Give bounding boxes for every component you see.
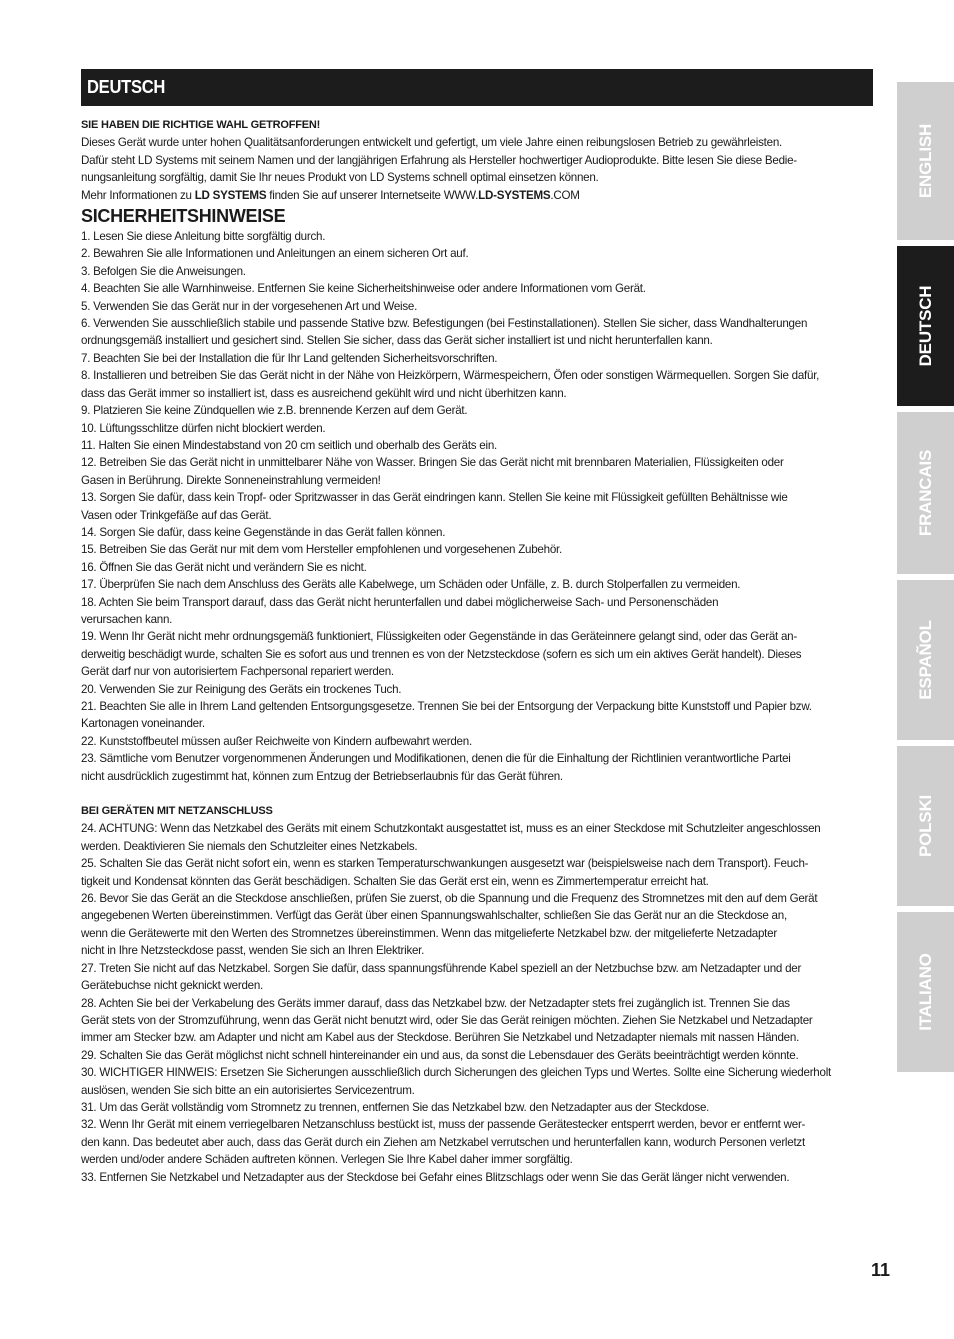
list-line: 33. Entfernen Sie Netzkabel und Netzadapter aus der Steckdose bei Gefahr eines Blitzschlags oder wenn Sie das Gerät länger nicht verwenden. (81, 1170, 790, 1184)
list-line: 2. Bewahren Sie alle Informationen und Anleitungen an einem sicheren Ort auf. (81, 247, 469, 261)
list-line: 13. Sorgen Sie dafür, dass kein Tropf- oder Spritzwasser in das Gerät eindringen kann. Stellen Sie keine mit Flüssigkeit gefüllten Behältnisse wie (81, 491, 788, 505)
website-brand: LD-SYSTEMS (478, 188, 551, 202)
intro-line: Dafür steht LD Systems mit seinem Namen und der langjährigen Erfahrung als Hersteller hochwertiger Audioprodukte. Bitte lesen Sie diese Bedie- (81, 153, 797, 167)
list-line: tigkeit und Kondensat könnten das Gerät beschädigen. Schalten Sie das Gerät erst ein, wenn es Zimmertemperatur erreicht hat. (81, 874, 709, 888)
tab-espaol[interactable] (897, 580, 954, 740)
list-line: 8. Installieren und betreiben Sie das Gerät nicht in der Nähe von Heizkörpern, Wärmespeichern, Öfen oder sonstigen Wärmequellen. Sorgen Sie dafür, (81, 369, 820, 383)
mains-heading: BEI GERÄTEN MIT NETZANSCHLUSS (81, 805, 273, 818)
more-info-line (81, 187, 881, 204)
list-line: 29. Schalten Sie das Gerät möglichst nicht schnell hintereinander ein und aus, da sonst die Lebensdauer des Geräts beeinträchtigt werden könnte. (81, 1048, 799, 1062)
list-line: 6. Verwenden Sie ausschließlich stabile und passende Stative bzw. Befestigungen (bei Festinstallationen). Stellen Sie sicher, dass Wandhalterungen (81, 317, 808, 331)
list-line: 32. Wenn Ihr Gerät mit einem verriegelbaren Netzanschluss bestückt ist, muss der passende Gerätestecker entsperrt werden, bevor er entfernt wer- (81, 1118, 806, 1132)
brand-name: LD SYSTEMS (194, 188, 267, 202)
list-line: 14. Sorgen Sie dafür, dass keine Gegenstände in das Gerät fallen können. (81, 525, 446, 539)
more-info-prefix: Mehr Informationen zu (81, 188, 195, 202)
section-title: DEUTSCH (87, 77, 166, 97)
section-header-bar (81, 69, 873, 106)
list-line: Gerät darf nur von autorisiertem Fachpersonal repariert werden. (81, 665, 394, 679)
tab-label: FRANCAIS (915, 449, 935, 537)
list-line: den kann. Das bedeutet aber auch, dass das Gerät durch ein Ziehen am Netzkabel verrutschen und herunterfallen kann, wodurch Personen verletzt (81, 1135, 805, 1149)
list-line: 24. ACHTUNG: Wenn das Netzkabel des Geräts mit einem Schutzkontakt ausgestattet ist, muss es an einer Steckdose mit Schutzleiter angeschlossen (81, 822, 821, 836)
main-content (81, 117, 881, 1186)
tab-english[interactable] (897, 82, 954, 240)
list-line: 18. Achten Sie beim Transport darauf, dass das Gerät nicht herunterfallen und dabei möglicherweise Sach- und Personenschäden (81, 595, 719, 609)
safety-list (81, 228, 881, 785)
tab-label: DEUTSCH (915, 285, 935, 367)
list-line: 19. Wenn Ihr Gerät nicht mehr ordnungsgemäß funktioniert, Flüssigkeiten oder Gegenstände in das Geräteinnere gelangt sind, oder das Gerät an- (81, 630, 797, 644)
list-line: dass das Gerät immer so installiert ist, dass es ausreichend gekühlt wird und nicht überhitzen kann. (81, 386, 567, 400)
intro-text (81, 134, 881, 204)
list-line: 23. Sämtliche vom Benutzer vorgenommenen Änderungen und Modifikationen, denen die für die Einhaltung der Richtlinien verantwortliche Partei (81, 752, 791, 766)
list-line: immer am Stecker bzw. am Adapter und nicht am Kabel aus der Steckdose. Berühren Sie Netzkabel und Netzadapter niemals mit nassen Händen. (81, 1031, 800, 1045)
tab-italiano[interactable] (897, 912, 954, 1072)
safety-heading: SICHERHEITSHINWEISE (81, 206, 286, 227)
list-line: Kartonagen voneinander. (81, 717, 205, 731)
list-line: 11. Halten Sie einen Mindestabstand von 20 cm seitlich und oberhalb des Geräts ein. (81, 438, 497, 452)
tab-label: ITALIANO (915, 953, 935, 1031)
mains-list (81, 820, 881, 1186)
intro-line: nungsanleitung sorgfältig, damit Sie Ihr neues Produkt von LD Systems schnell optimal einsetzen können. (81, 171, 599, 185)
list-line: 4. Beachten Sie alle Warnhinweise. Entfernen Sie keine Sicherheitshinweise oder andere Informationen vom Gerät. (81, 282, 646, 296)
list-line: 1. Lesen Sie diese Anleitung bitte sorgfältig durch. (81, 230, 326, 244)
list-line: 22. Kunststoffbeutel müssen außer Reichweite von Kindern aufbewahrt werden. (81, 734, 472, 748)
list-line: Gerät stets von der Stromzuführung, wenn das Gerät nicht benutzt wird, oder Sie das Gerät reinigen möchten. Ziehen Sie Netzkabel und Netzadapter (81, 1013, 813, 1027)
website-suffix: .COM (550, 188, 580, 202)
list-line: verursachen kann. (81, 612, 173, 626)
list-line: Gerätebuchse nicht geknickt werden. (81, 979, 264, 993)
list-line: Vasen oder Trinkgefäße auf das Gerät. (81, 508, 272, 522)
list-line: ordnungsgemäß installiert und gesichert sind. Stellen Sie sicher, dass das Gerät sicher installiert ist und nicht herunterfallen kann. (81, 334, 713, 348)
list-line: nicht in Ihre Netzsteckdose passt, wenden Sie sich an Ihren Elektriker. (81, 944, 425, 958)
list-line: werden und/oder andere Schäden auftreten können. Verlegen Sie Ihre Kabel daher immer sorgfältig. (81, 1153, 573, 1167)
list-line: 17. Überprüfen Sie nach dem Anschluss des Geräts alle Kabelwege, um Schäden oder Unfälle, z. B. durch Stolperfallen zu vermeiden. (81, 578, 741, 592)
list-line: 28. Achten Sie bei der Verkabelung des Geräts immer darauf, dass das Netzkabel bzw. der Netzadapter stets frei zugänglich ist. Trennen Sie das (81, 996, 790, 1010)
list-line: 16. Öffnen Sie das Gerät nicht und verändern Sie es nicht. (81, 560, 367, 574)
list-line: 7. Beachten Sie bei der Installation die für Ihr Land geltenden Sicherheitsvorschriften. (81, 351, 498, 365)
tab-label: ENGLISH (915, 123, 935, 199)
list-line: 12. Betreiben Sie das Gerät nicht in unmittelbarer Nähe von Wasser. Bringen Sie das Gerät nicht mit brennbaren Materialien, Flüssigkeiten oder (81, 456, 784, 470)
tab-francais[interactable] (897, 412, 954, 574)
tab-label: ESPAÑOL (915, 620, 935, 700)
list-line: Gasen in Berührung. Direkte Sonneneinstrahlung vermeiden! (81, 473, 381, 487)
tab-label: POLSKI (915, 794, 935, 858)
page-number: 11 (871, 1260, 891, 1280)
list-line: 31. Um das Gerät vollständig vom Stromnetz zu trennen, entfernen Sie das Netzkabel bzw. den Netzadapter aus der Steckdose. (81, 1100, 710, 1114)
list-line: 10. Lüftungsschlitze dürfen nicht blockiert werden. (81, 421, 326, 435)
list-line: 9. Platzieren Sie keine Zündquellen wie z.B. brennende Kerzen auf dem Gerät. (81, 404, 468, 418)
list-line: 27. Treten Sie nicht auf das Netzkabel. Sorgen Sie dafür, dass spannungsführende Kabel speziell an der Netzbuchse bzw. am Netzadapter und der (81, 961, 802, 975)
list-line: auslösen, wenden Sie sich bitte an ein autorisiertes Servicezentrum. (81, 1083, 415, 1097)
list-line: 5. Verwenden Sie das Gerät nur in der vorgesehenen Art und Weise. (81, 299, 418, 313)
intro-line: Dieses Gerät wurde unter hohen Qualitätsanforderungen entwickelt und gefertigt, um viele Jahre einen reibungslosen Betrieb zu gewährleisten. (81, 136, 782, 150)
more-info-middle: finden Sie auf unserer Internetseite WWW. (266, 188, 479, 202)
intro-heading: SIE HABEN DIE RICHTIGE WAHL GETROFFEN! (81, 119, 321, 131)
list-line: 25. Schalten Sie das Gerät nicht sofort ein, wenn es starken Temperaturschwankungen ausgesetzt war (beispielsweise nach dem Transport). Feuch- (81, 857, 809, 871)
list-line: 21. Beachten Sie alle in Ihrem Land geltenden Entsorgungsgesetze. Trennen Sie bei der Entsorgung der Verpackung bitte Kunststoff und Papier bzw. (81, 700, 812, 713)
tab-deutsch[interactable] (897, 246, 954, 406)
list-line: 3. Befolgen Sie die Anweisungen. (81, 264, 246, 278)
list-line: 15. Betreiben Sie das Gerät nur mit dem vom Hersteller empfohlenen und vorgesehenen Zubehör. (81, 543, 562, 557)
list-line: derweitig beschädigt wurde, schalten Sie es sofort aus und trennen es von der Netzsteckdose (sofern es sich um ein aktives Gerät handelt). Dieses (81, 647, 802, 661)
tab-polski[interactable] (897, 746, 954, 906)
list-line: nicht ausdrücklich zugestimmt hat, können zum Entzug der Betriebserlaubnis für das Gerät führen. (81, 769, 563, 783)
list-line: 20. Verwenden Sie zur Reinigung des Geräts ein trockenes Tuch. (81, 682, 402, 696)
list-line: 30. WICHTIGER HINWEIS: Ersetzen Sie Sicherungen ausschließlich durch Sicherungen des gleichen Typs und Wertes. Sollte eine Sicherung wiederholt (81, 1066, 832, 1080)
list-line: wenn die Gerätewerte mit den Werten des Stromnetzes übereinstimmen. Wenn das mitgelieferte Netzkabel bzw. der mitgelieferte Netzadapter (81, 926, 777, 940)
list-line: angegebenen Werten übereinstimmen. Verfügt das Gerät über einen Spannungswahlschalter, schließen Sie das Gerät nur an die Steckdose an, (81, 909, 787, 923)
list-line: 26. Bevor Sie das Gerät an die Steckdose anschließen, prüfen Sie zuerst, ob die Spannung und die Frequenz des Stromnetzes mit den auf dem Gerät (81, 892, 818, 906)
list-line: werden. Deaktivieren Sie niemals den Schutzleiter eines Netzkabels. (81, 839, 418, 853)
